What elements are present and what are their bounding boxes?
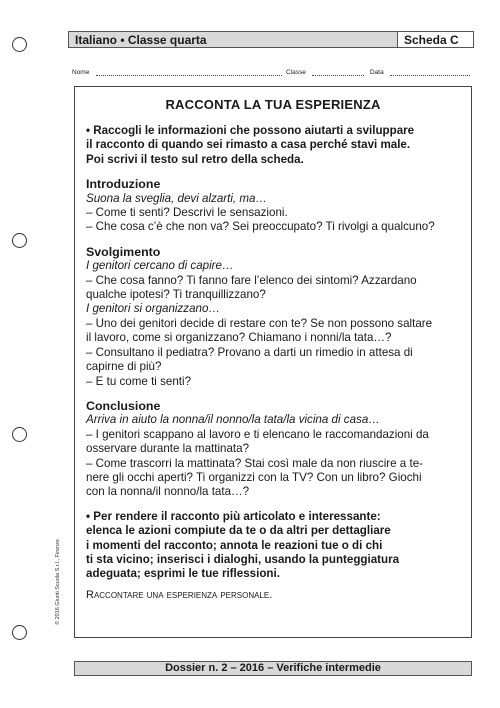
instruction-line: Poi scrivi il testo sul retro della scheda. [86,152,304,166]
page-footer: Dossier n. 2 – 2016 – Verifiche intermedie [74,661,472,676]
class-field[interactable] [312,75,364,76]
binder-hole-bottom [12,625,27,640]
name-field[interactable] [96,75,282,76]
exercise-content [86,124,466,602]
instruction-line: • Raccogli le informazioni che possono aiutarti a sviluppare [86,124,415,137]
question-line: – Uno dei genitori decide di restare con te? Se non possono saltare [86,316,433,330]
binder-hole-top [12,37,27,52]
question-line: – Come trascorri la mattinata? Stai così male da non riuscire a te- [86,456,424,470]
sheet-badge-box [397,31,473,48]
name-label: Nome [72,69,90,76]
question-line: – E tu come ti senti? [86,374,192,388]
question-line: – Come ti senti? Descrivi le sensazioni. [86,206,288,220]
section-heading-conclusione: Conclusione [86,398,161,413]
closing-objective: Raccontare una esperienza personale. [86,588,273,601]
tips-line: adeguata; esprimi le tue riflessioni. [86,567,280,581]
prompt-line: I genitori si organizzano… [86,302,221,316]
date-field[interactable] [390,75,470,76]
question-line: capirne di più? [86,360,162,374]
question-line: il lavoro, come si organizzano? Chiamano i nonni/la tata…? [86,331,392,345]
prompt-line: Arriva in aiuto la nonna/il nonno/la tata/la vicina di casa… [86,413,380,427]
exercise-card [74,86,472,638]
tips-line: elenca le azioni compiute da te o da altri per dettagliare [86,524,391,538]
tips-line: i momenti del racconto; annota le reazioni tue o di chi [86,538,383,552]
prompt-line: Suona la sveglia, devi alzarti, ma… [86,191,268,205]
question-line: – Che cosa c’è che non va? Sei preoccupato? Ti rivolgi a qualcuno? [86,220,435,234]
subject-class-label: Italiano • Classe quarta [75,33,207,47]
section-heading-svolgimento: Svolgimento [86,244,161,259]
exercise-title: RACCONTA LA TUA ESPERIENZA [165,97,381,112]
question-line: qualche ipotesi? Ti tranquillizzano? [86,288,266,302]
question-line: con la nonna/il nonno/la tata…? [86,485,250,499]
class-label: Classe [286,69,306,76]
spacer [86,500,466,510]
prompt-line: I genitori cercano di capire… [86,259,234,273]
binder-hole-upper-middle [12,233,27,248]
binder-hole-lower-middle [12,427,27,442]
instruction-line: il racconto di quando sei rimasto a casa perché stavi male. [86,138,411,152]
question-line: osservare durante la mattinata? [86,442,250,456]
copyright-note: © 2016 Giunti Scuola S.r.l., Firenze [55,539,61,625]
page-header [68,31,474,48]
question-line: – Consultano il pediatra? Provano a darti un rimedio in attesa di [86,345,413,359]
question-line: – Che cosa fanno? Ti fanno fare l’elenco dei sintomi? Azzardano [86,273,417,287]
question-line: – I genitori scappano al lavoro e ti elencano le raccomandazioni da [86,427,429,441]
tips-line: ti sta vicino; inserisci i dialoghi, usando la punteggiatura [86,552,400,566]
tips-line: • Per rendere il racconto più articolato e interessante: [86,509,381,523]
question-line: nere gli occhi aperti? Ti organizzi con la TV? Con un libro? Giochi [86,470,422,484]
section-heading-introduzione: Introduzione [86,177,161,192]
sheet-badge: Scheda C [404,33,459,47]
date-label: Data [370,69,384,76]
